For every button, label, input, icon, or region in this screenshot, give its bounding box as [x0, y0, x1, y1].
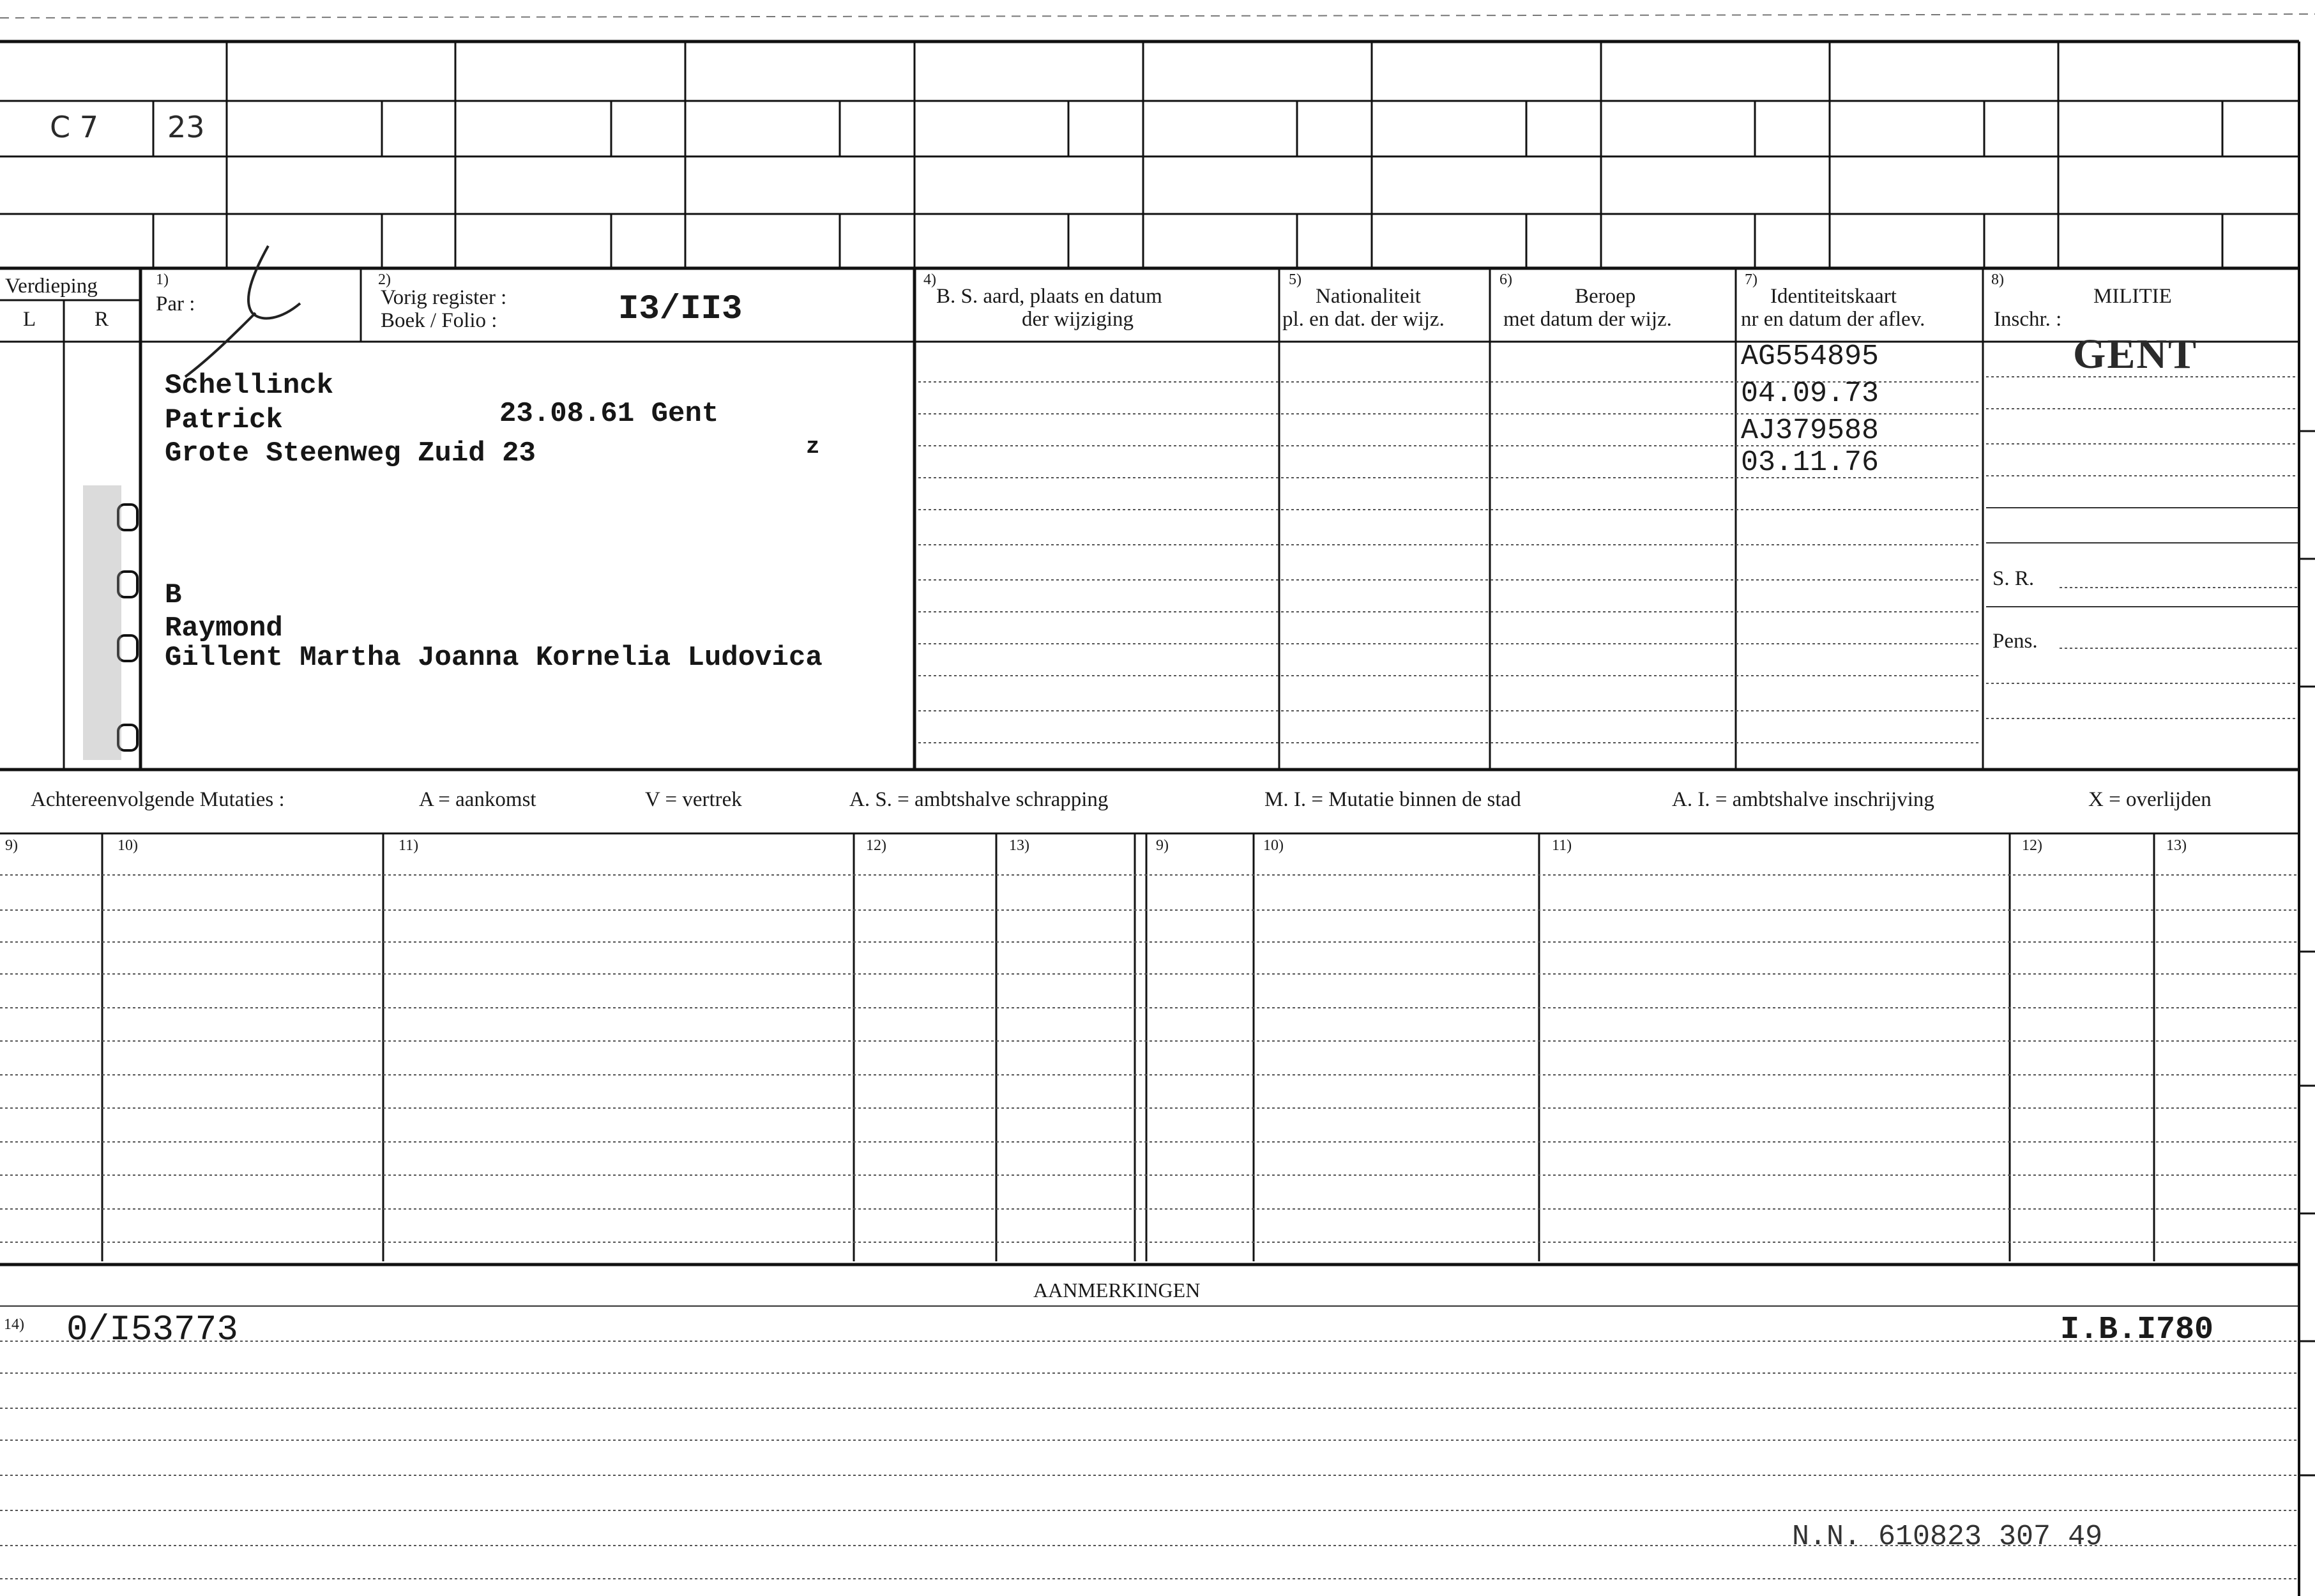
field-4-number: 4) [923, 271, 936, 288]
col7-header-line2: nr en datum der aflev. [1741, 308, 1925, 331]
grid-cell-c7: C 7 [50, 110, 99, 144]
col6-header-line2: met datum der wijz. [1503, 308, 1672, 331]
col5-header-line2: pl. en dat. der wijz. [1282, 308, 1445, 331]
mut-col-12b: 12) [2022, 837, 2042, 854]
r-label: R [95, 308, 109, 331]
col6-header-line1: Beroep [1575, 285, 1636, 308]
col4-header-line1: B. S. aard, plaats en datum [936, 285, 1162, 308]
sr-label: S. R. [1992, 567, 2035, 590]
id-card-2-number: AJ379588 [1741, 414, 1879, 447]
par-label: Par : [156, 293, 195, 315]
inschr-label: Inschr. : [1994, 308, 2062, 331]
remarks-title: AANMERKINGEN [1033, 1279, 1201, 1302]
father-initial: B [165, 579, 182, 611]
col7-header-line1: Identiteitskaart [1770, 285, 1897, 308]
id-card-1-number: AG554895 [1741, 340, 1879, 373]
mark-z: z [806, 434, 820, 460]
field-8-number: 8) [1991, 271, 2004, 288]
father-name: Raymond [165, 612, 283, 644]
mut-col-12a: 12) [866, 837, 886, 854]
pens-label: Pens. [1992, 630, 2038, 653]
vorig-register-label: Vorig register : [381, 286, 507, 309]
col4-header-line2: der wijziging [1022, 308, 1134, 331]
mut-col-13b: 13) [2166, 837, 2187, 854]
address: Grote Steenweg Zuid 23 [165, 437, 536, 469]
legend-overlijden: X = overlijden [2088, 788, 2212, 811]
l-label: L [23, 308, 36, 331]
field-1-number: 1) [156, 271, 169, 288]
militie-header: MILITIE [2093, 285, 2172, 308]
surname: Schellinck [165, 370, 334, 402]
grid-cell-23: 23 [167, 110, 205, 144]
id-card-2-date: 03.11.76 [1741, 446, 1879, 479]
legend-mutatie-binnen-stad: M. I. = Mutatie binnen de stad [1264, 788, 1521, 811]
mut-col-11b: 11) [1552, 837, 1572, 854]
militie-stamp-gent: GENT [2073, 331, 2198, 377]
verdieping-label: Verdieping [5, 275, 98, 298]
mut-col-10b: 10) [1263, 837, 1284, 854]
mut-col-9b: 9) [1156, 837, 1169, 854]
legend-aankomst: A = aankomst [419, 788, 536, 811]
mut-col-13a: 13) [1009, 837, 1029, 854]
remarks-ib: I.B.I780 [2060, 1312, 2214, 1348]
mut-col-9a: 9) [5, 837, 18, 854]
field-14-number: 14) [4, 1316, 24, 1333]
mut-col-11a: 11) [398, 837, 419, 854]
id-card-1-date: 04.09.73 [1741, 377, 1879, 410]
field-7-number: 7) [1745, 271, 1757, 288]
birth-date-place: 23.08.61 Gent [499, 398, 719, 430]
first-name: Patrick [165, 404, 283, 436]
mut-col-10a: 10) [118, 837, 138, 854]
field-6-number: 6) [1499, 271, 1512, 288]
remarks-number: 0/I53773 [66, 1309, 238, 1350]
field-5-number: 5) [1289, 271, 1302, 288]
mother-name: Gillent Martha Joanna Kornelia Ludovica [165, 642, 823, 674]
col5-header-line1: Nationaliteit [1316, 285, 1421, 308]
binder-smudge [83, 485, 121, 760]
boek-folio-label: Boek / Folio : [381, 309, 497, 332]
legend-ambtshalve-schrapping: A. S. = ambtshalve schrapping [849, 788, 1109, 811]
vorig-register-value: I3/II3 [618, 290, 743, 329]
mutations-title: Achtereenvolgende Mutaties : [31, 788, 285, 811]
legend-ambtshalve-inschrijving: A. I. = ambtshalve inschrijving [1672, 788, 1934, 811]
remarks-nn: N.N. 610823 307 49 [1792, 1521, 2103, 1553]
field-2-number: 2) [378, 271, 391, 288]
legend-vertrek: V = vertrek [645, 788, 742, 811]
par-signature-mark [185, 246, 300, 377]
